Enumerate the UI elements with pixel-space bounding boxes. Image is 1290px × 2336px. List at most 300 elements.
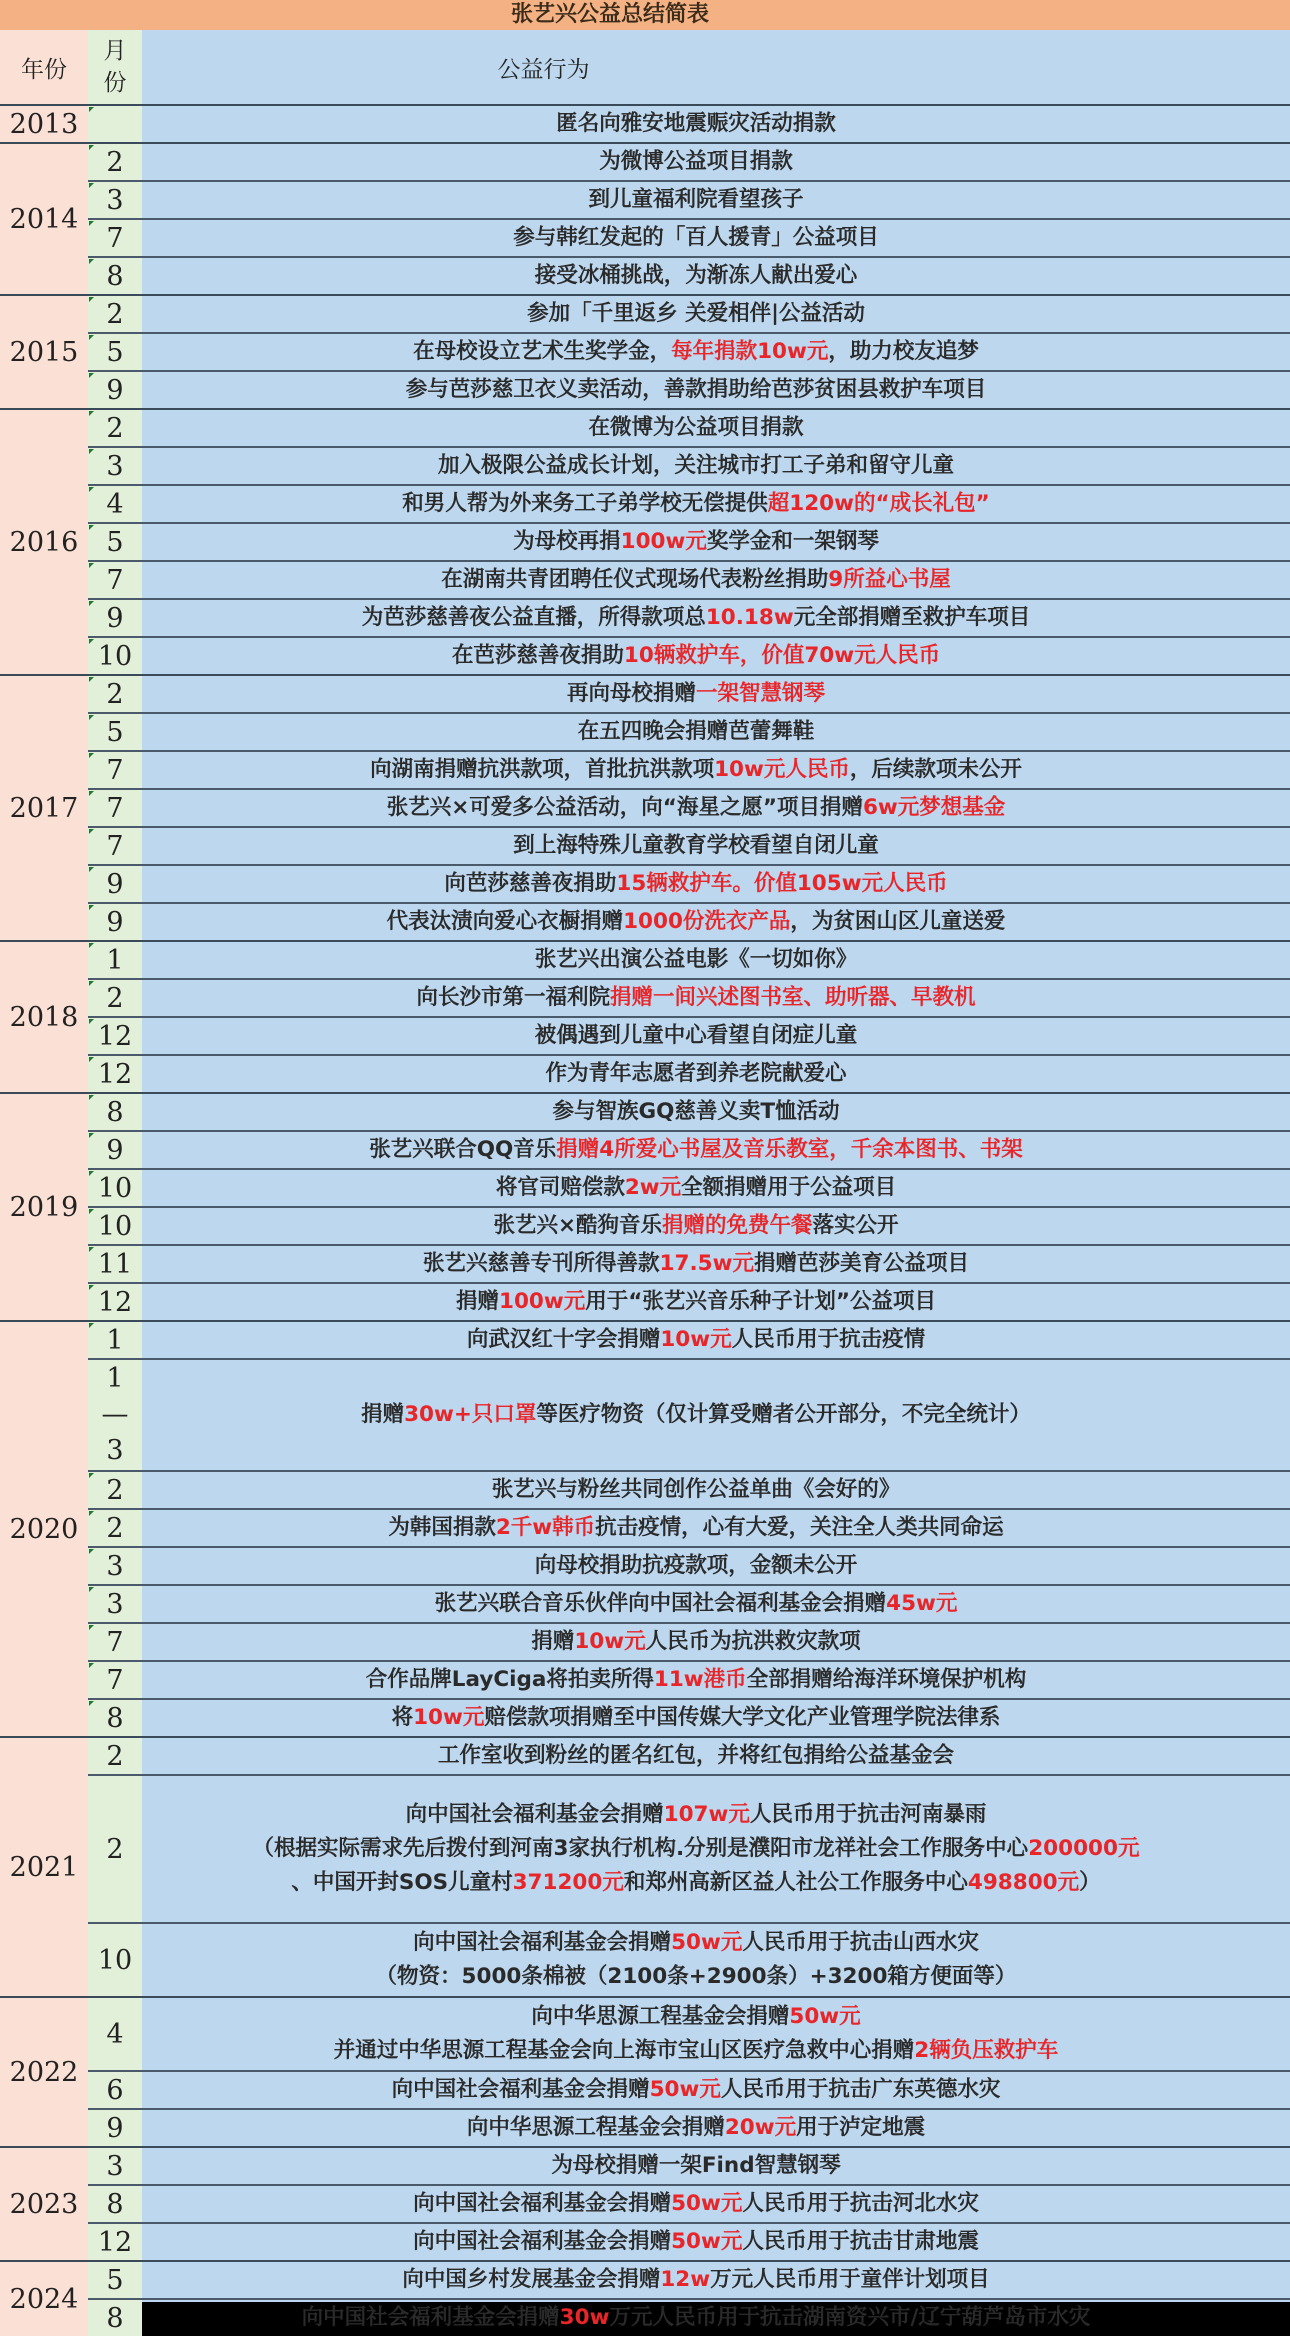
month-value: 3: [106, 1435, 124, 1466]
highlight-amount: 1000份洗衣产品: [623, 909, 791, 934]
month-value: 8: [106, 1096, 124, 1128]
activity-line: [387, 791, 1006, 825]
table-row: [88, 1206, 1290, 1244]
table-row: [88, 106, 1290, 142]
highlight-amount: 10辆救护车，价值70w元人民币: [623, 643, 941, 668]
activity-line: [493, 1209, 898, 1243]
month-cell: [88, 372, 142, 408]
month-cell: [88, 2224, 142, 2260]
month-cell: [88, 1208, 142, 1244]
activity-line: [513, 525, 879, 559]
table-row: [88, 864, 1290, 902]
activity-text: 用于泸定地震: [796, 2115, 926, 2140]
activity-line: [334, 2034, 1058, 2068]
table-row: [88, 332, 1290, 370]
activity-text: 和男人帮为外来务工子弟学校无偿提供: [402, 491, 768, 516]
year-block: [0, 1092, 1290, 1320]
activity-line: [535, 943, 858, 977]
activity-text: 匿名向雅安地震赈灾活动捐款: [556, 111, 836, 136]
month-cell: [88, 1586, 142, 1622]
activity-text: 参与韩红发起的「百人援青」公益项目: [513, 225, 879, 250]
header-month-line2: 份: [103, 70, 127, 96]
activity-text: （根据实际需求先后拨付到河南3家执行机构.分别是濮阳市龙祥社会工作服务中心: [252, 1836, 1029, 1861]
highlight-amount: 10w元: [660, 1327, 732, 1352]
month-value: 8: [106, 1702, 124, 1734]
month-value: 12: [97, 1058, 133, 1090]
activity-line: [567, 677, 825, 711]
month-cell: [88, 1094, 142, 1130]
activity-text: （物资：5000条棉被（2100条+2900条）+3200箱方便面等）: [375, 1964, 1017, 1989]
table-row: [88, 978, 1290, 1016]
table-row: [88, 1622, 1290, 1660]
month-value: 12: [97, 1286, 133, 1318]
activity-text: 参与智族GQ慈善义卖T恤活动: [552, 1099, 840, 1124]
year-block: [0, 142, 1290, 294]
activity-cell: [142, 334, 1290, 370]
activity-cell: [142, 372, 1290, 408]
sheet-title-bar: [0, 0, 1290, 30]
activity-cell: [142, 106, 1290, 142]
table-row: [88, 826, 1290, 864]
table-row: [88, 1698, 1290, 1736]
month-cell: [88, 220, 142, 256]
activity-text: 用于“张艺兴音乐种子计划”公益项目: [585, 1289, 937, 1314]
month-value: 7: [106, 754, 124, 786]
activity-cell: [142, 220, 1290, 256]
month-value: 7: [106, 564, 124, 596]
table-row: [88, 1774, 1290, 1922]
activity-line: [392, 2073, 1001, 2107]
year-cell: 2019: [0, 1094, 88, 1320]
activity-text: 将: [391, 1705, 414, 1730]
activity-cell: [142, 486, 1290, 522]
header-month-cell: [88, 30, 142, 104]
month-cell: [88, 1284, 142, 1320]
month-cell: [88, 448, 142, 484]
month-value: 4: [106, 488, 124, 520]
activity-cell: [142, 1132, 1290, 1168]
activity-cell: [142, 1662, 1290, 1698]
activity-cell: [142, 942, 1290, 978]
activity-text: 人民币用于抗击疫情: [731, 1327, 926, 1352]
activity-line: [513, 829, 879, 863]
activity-line: [392, 1701, 1001, 1735]
highlight-amount: 50w元: [789, 2004, 861, 2029]
activity-line: [253, 1832, 1140, 1866]
table-row: [88, 788, 1290, 826]
activity-line: [578, 715, 815, 749]
activity-line: [413, 1926, 979, 1960]
month-cell: [88, 562, 142, 598]
month-cell: [88, 714, 142, 750]
year-cell: 2015: [0, 296, 88, 408]
activity-cell: [142, 1924, 1290, 1996]
table-row: [88, 2108, 1290, 2146]
month-cell: [88, 1360, 142, 1470]
table-row: [88, 522, 1290, 560]
month-cell: [88, 980, 142, 1016]
year-cell: 2018: [0, 942, 88, 1092]
activity-text: 全额捐赠用于公益项目: [681, 1175, 897, 1200]
activity-text: 将官司赔偿款: [495, 1175, 625, 1200]
month-value: 1: [106, 1363, 124, 1394]
year-cell: 2016: [0, 410, 88, 674]
highlight-amount: 11w港币: [653, 1667, 747, 1692]
year-block: [0, 408, 1290, 674]
activity-line: [545, 1057, 846, 1091]
month-cell: [88, 1018, 142, 1054]
year-block: [0, 674, 1290, 940]
month-cell: [88, 182, 142, 218]
activity-text: ）: [1079, 1870, 1101, 1895]
month-cell: [88, 790, 142, 826]
month-value: 9: [106, 906, 124, 938]
year-rows: [88, 410, 1290, 674]
activity-cell: [142, 182, 1290, 218]
activity-text: 加入极限公益成长计划，关注城市打工子弟和留守儿童: [437, 453, 954, 478]
activity-line: [416, 981, 975, 1015]
highlight-amount: 一架智慧钢琴: [696, 681, 826, 706]
month-value: 4: [106, 2018, 124, 2050]
highlight-amount: 2w元: [624, 1175, 682, 1200]
year-rows: [88, 1738, 1290, 1996]
activity-line: [496, 1171, 896, 1205]
activity-text: 代表汰渍向爱心衣橱捐赠: [386, 909, 624, 934]
year-rows: [88, 144, 1290, 294]
highlight-amount: 45w元: [886, 1591, 958, 1616]
activity-text: 作为青年志愿者到养老院献爱心: [545, 1061, 847, 1086]
activity-text: ，后续款项未公开: [849, 757, 1022, 782]
year-rows: [88, 1322, 1290, 1736]
activity-cell: [142, 980, 1290, 1016]
activity-line: [513, 221, 879, 255]
header-activity: 公益行为: [497, 56, 590, 83]
month-value: 7: [106, 1664, 124, 1696]
activity-line: [388, 1511, 1003, 1545]
header-year: 年份: [21, 56, 67, 83]
table-row: [88, 2262, 1290, 2298]
activity-text: 向芭莎慈善夜捐助: [444, 871, 617, 896]
activity-line: [387, 905, 1006, 939]
table-row: [88, 676, 1290, 712]
table-row: [88, 598, 1290, 636]
activity-cell: [142, 1360, 1290, 1470]
month-cell: [88, 1132, 142, 1168]
activity-text: 为韩国捐款: [388, 1515, 496, 1540]
month-cell: [88, 828, 142, 864]
activity-text: 在湖南共青团聘任仪式现场代表粉丝捐助: [441, 567, 829, 592]
activity-cell: [142, 1322, 1290, 1358]
month-cell: [88, 638, 142, 674]
activity-text: 人民币为抗洪救灾款项: [645, 1629, 861, 1654]
highlight-amount: 10w元人民币: [714, 757, 850, 782]
month-cell: [88, 1998, 142, 2070]
highlight-amount: 每年捐款10w元: [671, 339, 829, 364]
year-block: [0, 104, 1290, 142]
table-row: [88, 636, 1290, 674]
month-value: 7: [106, 1626, 124, 1658]
activity-text: 参与芭莎慈卫衣义卖活动，善款捐助给芭莎贫困县救护车项目: [405, 377, 987, 402]
month-cell: [88, 1056, 142, 1092]
year-rows: [88, 2148, 1290, 2260]
activity-text: 为母校再捐: [513, 529, 621, 554]
activity-text: 参加「千里返乡 关爱相伴|公益活动: [527, 301, 865, 326]
highlight-amount: 30w+只口罩: [404, 1402, 537, 1427]
activity-cell: [142, 1472, 1290, 1508]
activity-line: [531, 1625, 860, 1659]
activity-line: [362, 601, 1030, 635]
activity-line: [535, 1549, 858, 1583]
activity-text: 为母校捐赠一架Find智慧钢琴: [551, 2153, 841, 2178]
highlight-amount: 12w: [660, 2267, 711, 2292]
activity-line: [361, 1398, 1031, 1432]
activity-cell: [142, 714, 1290, 750]
month-cell: [88, 2186, 142, 2222]
activity-cell: [142, 1284, 1290, 1320]
year-rows: [88, 1094, 1290, 1320]
activity-cell: [142, 2110, 1290, 2146]
month-cell: [88, 1624, 142, 1660]
highlight-amount: 捐赠4所爱心书屋及音乐教室，千余本图书、书架: [556, 1137, 1023, 1162]
month-cell: [88, 1246, 142, 1282]
activity-line: [556, 107, 836, 141]
table-row: [88, 2298, 1290, 2336]
month-value: —: [101, 1399, 129, 1430]
header-year-cell: [0, 30, 88, 104]
activity-text: 向中国社会福利基金会捐赠: [413, 2191, 672, 2216]
activity-text: 为微博公益项目捐款: [599, 149, 793, 174]
month-value: 2: [106, 412, 124, 444]
table-row: [88, 1584, 1290, 1622]
month-value: 2: [106, 1512, 124, 1544]
activity-line: [441, 563, 950, 597]
month-value: 3: [106, 1550, 124, 1582]
activity-cell: [142, 1998, 1290, 2070]
year-cell: 2024: [0, 2262, 88, 2336]
table-row: [88, 1130, 1290, 1168]
month-cell: [88, 1170, 142, 1206]
activity-text: 、中国开封SOS儿童村: [291, 1870, 513, 1895]
activity-line: [376, 1960, 1017, 1994]
month-value: 2: [106, 1474, 124, 1506]
header-activity-cell: [142, 30, 1290, 104]
activity-text: 向中华思源工程基金会捐赠: [531, 2004, 790, 2029]
month-value: 5: [106, 2264, 124, 2296]
activity-text: 向中国社会福利基金会捐赠: [413, 1930, 672, 1955]
activity-text: 向中华思源工程基金会捐赠: [466, 2115, 725, 2140]
month-cell: [88, 258, 142, 294]
highlight-amount: 50w元: [671, 2191, 743, 2216]
activity-line: [438, 449, 954, 483]
activity-text: 被偶遇到儿童中心看望自闭症儿童: [534, 1023, 858, 1048]
month-value: 5: [106, 526, 124, 558]
year-block: [0, 940, 1290, 1092]
activity-text: 向母校捐助抗疫款项，金额未公开: [534, 1553, 858, 1578]
year-block: [0, 294, 1290, 408]
highlight-amount: 捐赠的免费午餐: [661, 1213, 813, 1238]
activity-cell: [142, 1624, 1290, 1660]
activity-cell: [142, 866, 1290, 902]
month-value: 2: [106, 982, 124, 1014]
table-row: [88, 180, 1290, 218]
activity-cell: [142, 2224, 1290, 2260]
charity-table-body: [0, 104, 1290, 2336]
activity-line: [452, 639, 940, 673]
activity-line: [369, 1133, 1023, 1167]
activity-cell: [142, 144, 1290, 180]
activity-line: [402, 2263, 989, 2297]
activity-cell: [142, 1018, 1290, 1054]
table-row: [88, 370, 1290, 408]
activity-cell: [142, 1510, 1290, 1546]
activity-cell: [142, 600, 1290, 636]
month-cell: [88, 334, 142, 370]
activity-text: 赔偿款项捐赠至中国传媒大学文化产业管理学院法律系: [484, 1705, 1001, 1730]
month-cell: [88, 1924, 142, 1996]
month-value: 2: [106, 298, 124, 330]
activity-line: [444, 867, 947, 901]
activity-cell: [142, 410, 1290, 446]
year-cell: 2014: [0, 144, 88, 294]
month-value: 7: [106, 792, 124, 824]
year-rows: [88, 296, 1290, 408]
month-value: 1: [106, 1324, 124, 1356]
table-row: [88, 1660, 1290, 1698]
highlight-amount: 200000元: [1028, 1836, 1140, 1861]
month-cell: [88, 752, 142, 788]
table-row: [88, 942, 1290, 978]
month-value: 3: [106, 2150, 124, 2182]
year-cell: 2017: [0, 676, 88, 940]
table-row: [88, 296, 1290, 332]
month-cell: [88, 676, 142, 712]
activity-text: 等医疗物资（仅计算受赠者公开部分，不完全统计）: [536, 1402, 1031, 1427]
activity-text: 元全部捐赠至救护车项目: [793, 605, 1031, 630]
activity-text: 张艺兴与粉丝共同创作公益单曲《会好的》: [491, 1477, 901, 1502]
year-rows: [88, 2262, 1290, 2336]
activity-text: 向湖南捐赠抗洪款项，首批抗洪款项: [370, 757, 715, 782]
year-block: [0, 1996, 1290, 2146]
activity-text: 在五四晚会捐赠芭蕾舞鞋: [577, 719, 815, 744]
activity-text: 再向母校捐赠: [566, 681, 696, 706]
month-value: 8: [106, 260, 124, 292]
activity-text: 向中国社会福利基金会捐赠: [301, 2305, 560, 2330]
table-row: [88, 410, 1290, 446]
activity-line: [406, 373, 987, 407]
month-cell: [88, 106, 142, 142]
table-row: [88, 1282, 1290, 1320]
activity-text: 万元人民币用于抗击湖南资兴市/辽宁葫芦岛市水灾: [609, 2305, 1091, 2330]
table-row: [88, 144, 1290, 180]
activity-line: [527, 297, 865, 331]
header-month-line1: 月: [103, 38, 127, 64]
activity-cell: [142, 2300, 1290, 2336]
month-cell: [88, 2148, 142, 2184]
activity-cell: [142, 524, 1290, 560]
activity-cell: [142, 1094, 1290, 1130]
activity-line: [413, 2187, 979, 2221]
activity-line: [588, 411, 803, 445]
month-value: 12: [97, 1020, 133, 1052]
activity-line: [413, 2225, 979, 2259]
table-row: [88, 1358, 1290, 1470]
activity-line: [366, 1663, 1026, 1697]
month-cell: [88, 1548, 142, 1584]
activity-line: [406, 1798, 987, 1832]
table-row: [88, 484, 1290, 522]
highlight-amount: 50w元: [671, 1930, 743, 1955]
activity-cell: [142, 2072, 1290, 2108]
table-row: [88, 750, 1290, 788]
month-value: 10: [97, 1944, 133, 1976]
month-value: 9: [106, 374, 124, 406]
activity-cell: [142, 1170, 1290, 1206]
activity-line: [456, 1285, 936, 1319]
table-row: [88, 712, 1290, 750]
activity-cell: [142, 2148, 1290, 2184]
activity-text: 向中国社会福利基金会捐赠: [413, 2229, 672, 2254]
activity-cell: [142, 1548, 1290, 1584]
table-row: [88, 1168, 1290, 1206]
month-cell: [88, 2262, 142, 2298]
activity-text: 捐赠: [531, 1629, 575, 1654]
table-row: [88, 1244, 1290, 1282]
activity-line: [552, 1095, 839, 1129]
table-row: [88, 902, 1290, 940]
month-cell: [88, 1738, 142, 1774]
month-value: 2: [106, 146, 124, 178]
activity-line: [423, 1247, 969, 1281]
activity-line: [413, 335, 979, 369]
highlight-amount: 17.5w元: [659, 1251, 754, 1276]
activity-text: 向武汉红十字会捐赠: [466, 1327, 661, 1352]
month-cell: [88, 1322, 142, 1358]
table-row: [88, 446, 1290, 484]
activity-text: 捐赠芭莎美育公益项目: [753, 1251, 969, 1276]
month-value: 9: [106, 2112, 124, 2144]
highlight-amount: 10w元: [413, 1705, 485, 1730]
activity-line: [438, 1739, 954, 1773]
year-rows: [88, 676, 1290, 940]
activity-text: 向长沙市第一福利院: [416, 985, 610, 1010]
highlight-amount: 15辆救护车。价值105w元人民币: [616, 871, 948, 896]
activity-cell: [142, 1208, 1290, 1244]
month-value: 11: [97, 1248, 133, 1280]
activity-text: 人民币用于抗击广东英德水灾: [720, 2077, 1001, 2102]
activity-line: [535, 1019, 858, 1053]
activity-cell: [142, 1776, 1290, 1922]
year-rows: [88, 942, 1290, 1092]
month-cell: [88, 2110, 142, 2146]
highlight-amount: 30w: [559, 2305, 610, 2330]
activity-cell: [142, 1700, 1290, 1736]
activity-line: [370, 753, 1022, 787]
activity-line: [551, 2149, 840, 2183]
activity-text: 为芭莎慈善夜公益直播，所得款项总: [361, 605, 706, 630]
month-cell: [88, 524, 142, 560]
activity-cell: [142, 2186, 1290, 2222]
activity-line: [599, 145, 793, 179]
month-value: 8: [106, 2302, 124, 2334]
activity-text: 在芭莎慈善夜捐助: [451, 643, 624, 668]
table-row: [88, 1922, 1290, 1996]
month-value: 5: [106, 716, 124, 748]
highlight-amount: 捐赠一间兴述图书室、助听器、早教机: [610, 985, 976, 1010]
activity-text: 万元人民币用于童伴计划项目: [710, 2267, 990, 2292]
activity-cell: [142, 790, 1290, 826]
highlight-amount: 超120w的“成长礼包”: [767, 491, 990, 516]
month-cell: [88, 942, 142, 978]
